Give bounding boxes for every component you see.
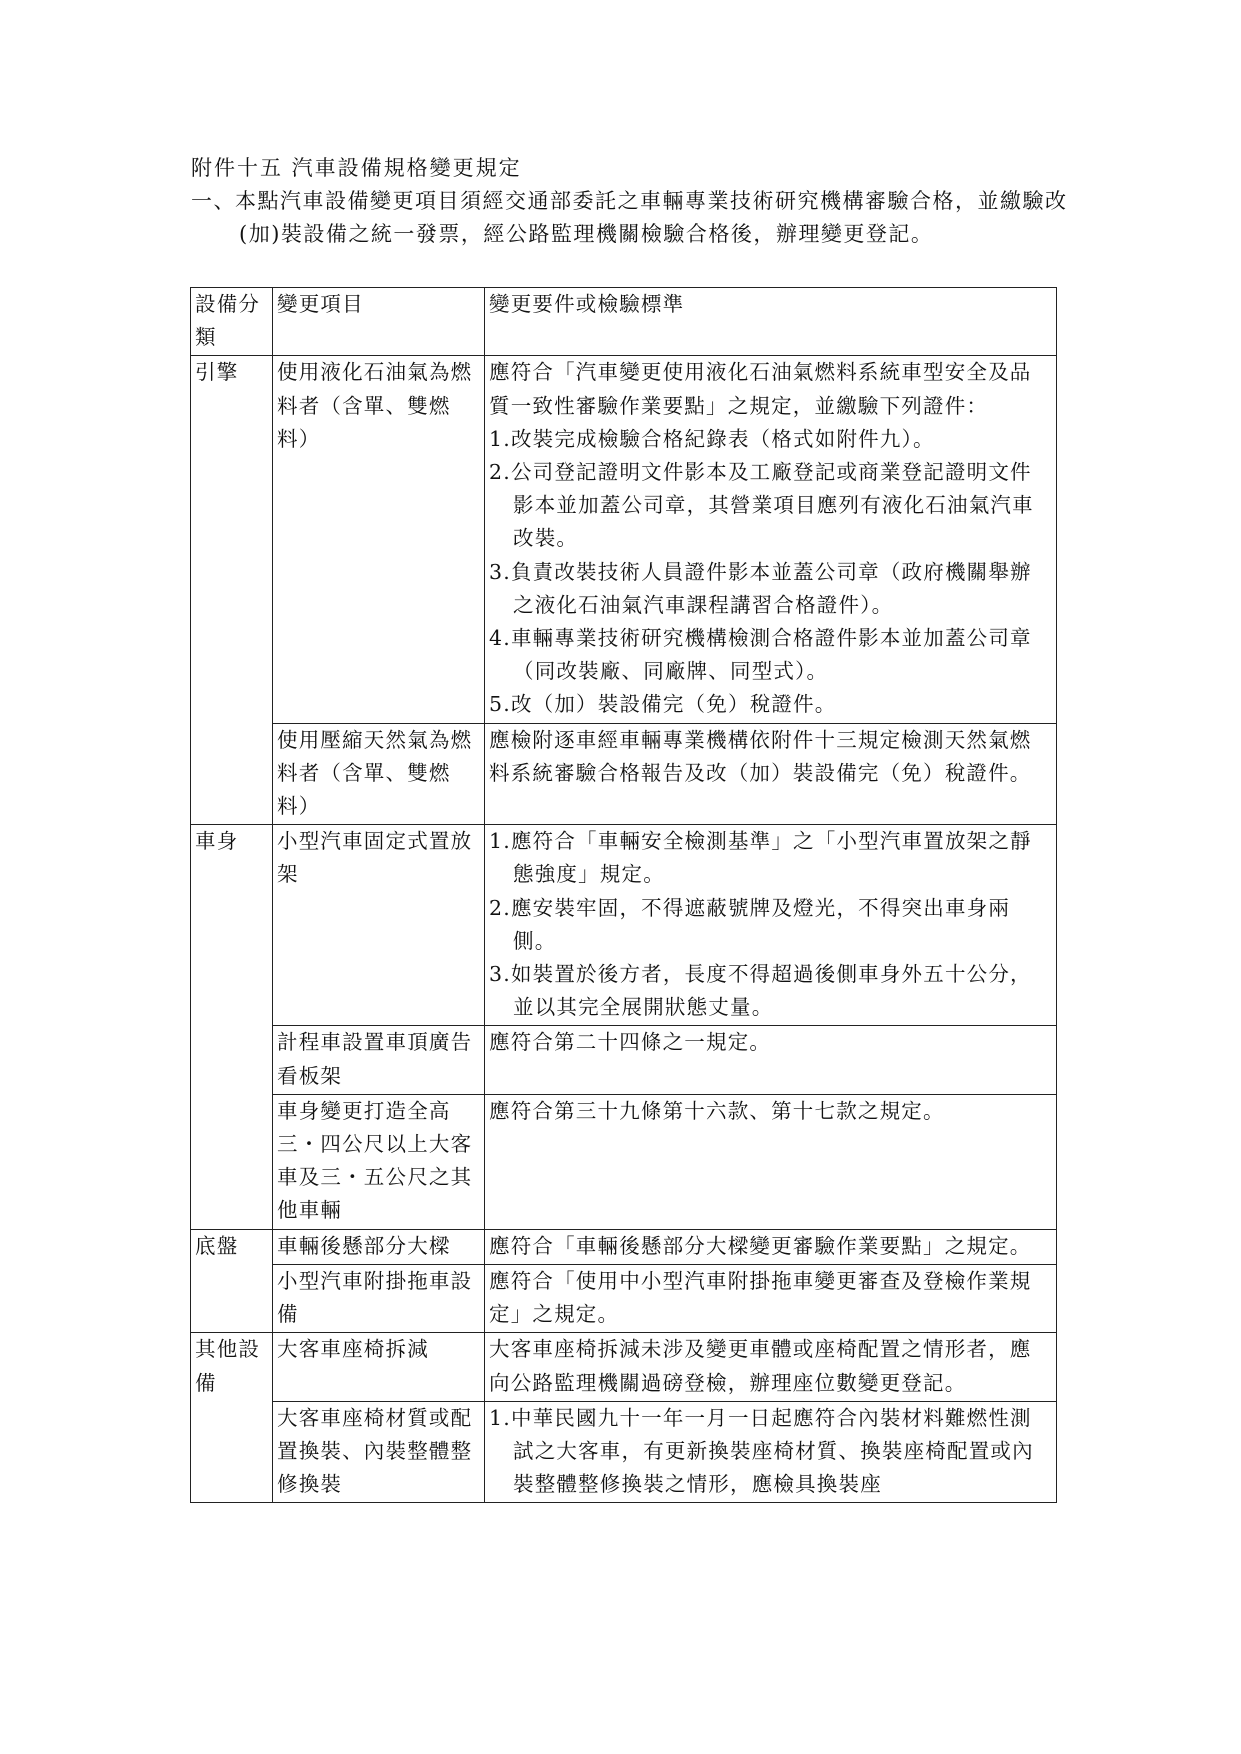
table-row bbox=[191, 1264, 1057, 1332]
clause-text: 本點汽車設備變更項目須經交通部委託之車輛專業技術研究機構審驗合格，並繳驗改(加)裝設備之統一發票，經公路監理機關檢驗合格後，辦理變更登記。 bbox=[235, 189, 1068, 246]
category-cell: 其他設備 bbox=[191, 1333, 273, 1503]
standard-cell: 大客車座椅拆減未涉及變更車體或座椅配置之情形者，應向公路監理機關過磅登檢，辦理座位數變更登記。 bbox=[485, 1333, 1057, 1401]
list-item: 3.負責改裝技術人員證件影本並蓋公司章（政府機關舉辦之液化石油氣汽車課程講習合格證件）。 bbox=[489, 559, 1032, 617]
table-row bbox=[191, 1094, 1057, 1229]
standard-cell bbox=[485, 825, 1057, 1026]
clause-number: 一、 bbox=[191, 189, 236, 213]
item-cell: 車身變更打造全高三・四公尺以上大客車及三・五公尺之其他車輛 bbox=[273, 1094, 485, 1229]
table-row bbox=[191, 1401, 1057, 1503]
list-item: 2.公司登記證明文件影本及工廠登記或商業登記證明文件影本並加蓋公司章，其營業項目應列有液化石油氣汽車改裝。 bbox=[489, 460, 1034, 551]
item-cell: 車輛後懸部分大樑 bbox=[273, 1229, 485, 1264]
list-item: 4.車輛專業技術研究機構檢測合格證件影本並加蓋公司章（同改裝廠、同廠牌、同型式）。 bbox=[489, 626, 1032, 684]
list-item: 3.如裝置於後方者，長度不得超過後側車身外五十公分，並以其完全展開狀態丈量。 bbox=[489, 962, 1032, 1020]
list-item: 1.中華民國九十一年一月一日起應符合內裝材料難燃性測試之大客車，有更新換裝座椅材質、換裝座椅配置或內裝整體整修換裝之情形，應檢具換裝座 bbox=[489, 1405, 1034, 1497]
standard-cell: 應符合「使用中小型汽車附掛拖車變更審查及登檢作業規定」之規定。 bbox=[485, 1264, 1057, 1332]
list-item: 2.應安裝牢固，不得遮蔽號牌及燈光，不得突出車身兩側。 bbox=[489, 895, 1011, 953]
table-row bbox=[191, 1333, 1057, 1401]
item-cell: 小型汽車附掛拖車設備 bbox=[273, 1264, 485, 1332]
list-item: 1.應符合「車輛安全檢測基準」之「小型汽車置放架之靜態強度」規定。 bbox=[489, 829, 1032, 887]
item-cell: 小型汽車固定式置放架 bbox=[273, 825, 485, 1026]
table-row bbox=[191, 1229, 1057, 1264]
category-cell: 底盤 bbox=[191, 1229, 273, 1333]
item-cell: 大客車座椅拆減 bbox=[273, 1333, 485, 1401]
item-cell: 大客車座椅材質或配置換裝、內裝整體整修換裝 bbox=[273, 1401, 485, 1503]
item-cell: 計程車設置車頂廣告看板架 bbox=[273, 1026, 485, 1094]
header-category: 設備分類 bbox=[191, 288, 273, 356]
standard-intro: 應符合「汽車變更使用液化石油氣燃料系統車型安全及品質一致性審驗作業要點」之規定，並繳驗下列證件： bbox=[489, 360, 1032, 418]
standard-cell bbox=[485, 356, 1057, 723]
standard-cell bbox=[485, 1401, 1057, 1503]
standard-cell: 應檢附逐車經車輛專業機構依附件十三規定檢測天然氣燃料系統審驗合格報告及改（加）裝設備完（免）稅證件。 bbox=[485, 723, 1057, 825]
attachment-heading: 附件十五 汽車設備規格變更規定 bbox=[191, 156, 522, 180]
table-row bbox=[191, 356, 1057, 723]
category-cell: 車身 bbox=[191, 825, 273, 1229]
item-cell: 使用壓縮天然氣為燃料者（含單、雙燃料） bbox=[273, 723, 485, 825]
header-item: 變更項目 bbox=[273, 288, 485, 356]
table-row bbox=[191, 1026, 1057, 1094]
equipment-spec-table bbox=[190, 287, 1057, 1503]
standard-cell: 應符合第三十九條第十六款、第十七款之規定。 bbox=[485, 1094, 1057, 1229]
list-item: 5.改（加）裝設備完（免）稅證件。 bbox=[489, 692, 837, 717]
item-cell: 使用液化石油氣為燃料者（含單、雙燃料） bbox=[273, 356, 485, 723]
category-cell: 引擎 bbox=[191, 356, 273, 825]
table-row bbox=[191, 723, 1057, 825]
header-standard: 變更要件或檢驗標準 bbox=[485, 288, 1057, 356]
list-item: 1.改裝完成檢驗合格紀錄表（格式如附件九）。 bbox=[489, 426, 935, 451]
standard-cell: 應符合「車輛後懸部分大樑變更審驗作業要點」之規定。 bbox=[485, 1229, 1057, 1264]
clause-one bbox=[191, 185, 1071, 251]
table-row bbox=[191, 825, 1057, 1026]
table-header-row bbox=[191, 288, 1057, 356]
standard-cell: 應符合第二十四條之一規定。 bbox=[485, 1026, 1057, 1094]
